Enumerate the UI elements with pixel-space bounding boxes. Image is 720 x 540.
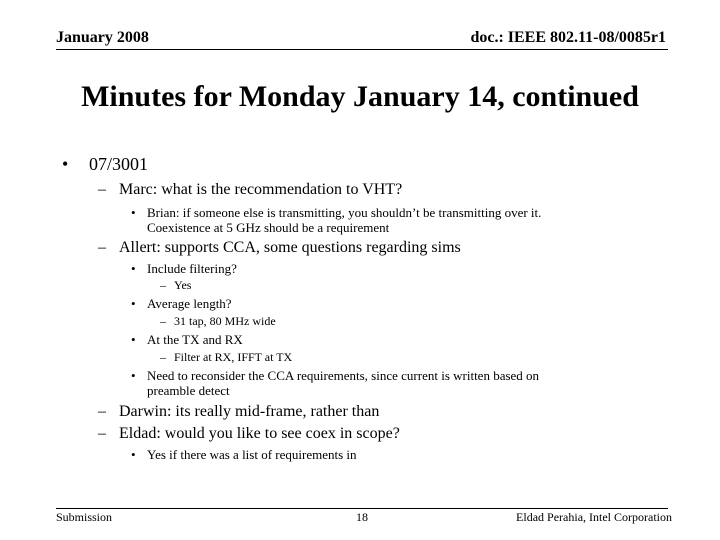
dash-marker: – — [160, 278, 166, 292]
bullet-marker: • — [62, 154, 69, 174]
bullet-marker: • — [131, 261, 136, 276]
dash-marker: – — [160, 314, 166, 328]
slide-title: Minutes for Monday January 14, continued — [81, 80, 639, 113]
bullet-text: 31 tap, 80 MHz wide — [174, 314, 276, 328]
bullet-marker: • — [131, 332, 136, 347]
dash-marker: – — [98, 403, 106, 420]
dash-marker: – — [98, 425, 106, 442]
footer-submission: Submission — [56, 510, 113, 524]
bullet-text: Need to reconsider the CCA requirements, since current is written based on — [147, 368, 540, 383]
bullet-text-continued: preamble detect — [147, 383, 230, 398]
dash-marker: – — [98, 239, 106, 256]
dash-marker: – — [98, 181, 106, 198]
bullet-text: Marc: what is the recommendation to VHT? — [119, 181, 403, 198]
bullet-text: Yes if there was a list of requirements in — [147, 447, 357, 462]
bullet-text: Include filtering? — [147, 261, 237, 276]
bullet-marker: • — [131, 205, 136, 220]
bullet-text: Darwin: its really mid-frame, rather than — [119, 403, 380, 420]
bullet-text: Average length? — [147, 296, 232, 311]
bullet-text: Yes — [174, 278, 192, 292]
page-number: 18 — [356, 510, 368, 524]
dash-marker: – — [160, 350, 166, 364]
bullet-text-continued: Coexistence at 5 GHz should be a requirement — [147, 220, 390, 235]
bullet-text: At the TX and RX — [147, 332, 243, 347]
bullet-text: 07/3001 — [89, 154, 149, 174]
header-doc-id: doc.: IEEE 802.11-08/0085r1 — [470, 29, 666, 46]
bullet-text: Allert: supports CCA, some questions regarding sims — [119, 239, 461, 256]
bullet-text: Brian: if someone else is transmitting, you shouldn’t be transmitting over it. — [147, 205, 542, 220]
bullet-text: Filter at RX, IFFT at TX — [174, 350, 293, 364]
bullet-marker: • — [131, 447, 136, 462]
header-date: January 2008 — [56, 29, 149, 46]
footer-rule — [56, 508, 668, 509]
bullet-marker: • — [131, 296, 136, 311]
bullet-text: Eldad: would you like to see coex in scope? — [119, 425, 400, 442]
bullet-marker: • — [131, 368, 136, 383]
header-rule — [56, 49, 668, 50]
footer-author: Eldad Perahia, Intel Corporation — [516, 510, 672, 524]
